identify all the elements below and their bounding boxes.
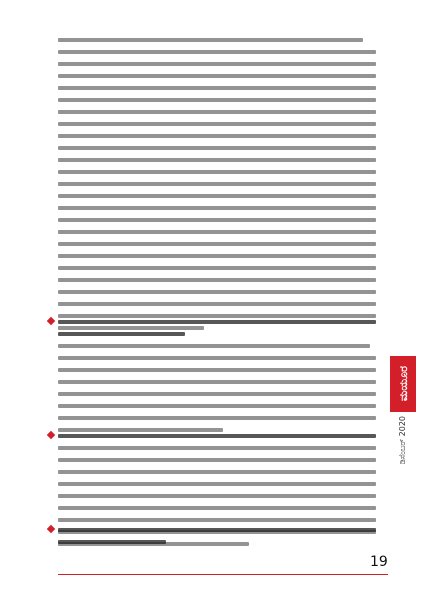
question-3 [58, 528, 376, 552]
page-number: 19 [370, 554, 388, 570]
side-masthead-strip [384, 356, 422, 472]
paragraph-intro-lines [58, 38, 376, 330]
paragraph-intro [58, 38, 376, 338]
question-marker [47, 317, 55, 325]
question-1 [58, 320, 376, 344]
masthead-badge [390, 356, 416, 412]
masthead-text: ಮಯೂರ [396, 366, 410, 402]
question-2 [58, 434, 376, 446]
answer-1 [58, 344, 376, 440]
issue-date: ಡಿಸೆಂಬರ್ 2020 [398, 416, 407, 465]
footer-rule [58, 574, 388, 575]
question-marker [47, 431, 55, 439]
question-marker [47, 525, 55, 533]
